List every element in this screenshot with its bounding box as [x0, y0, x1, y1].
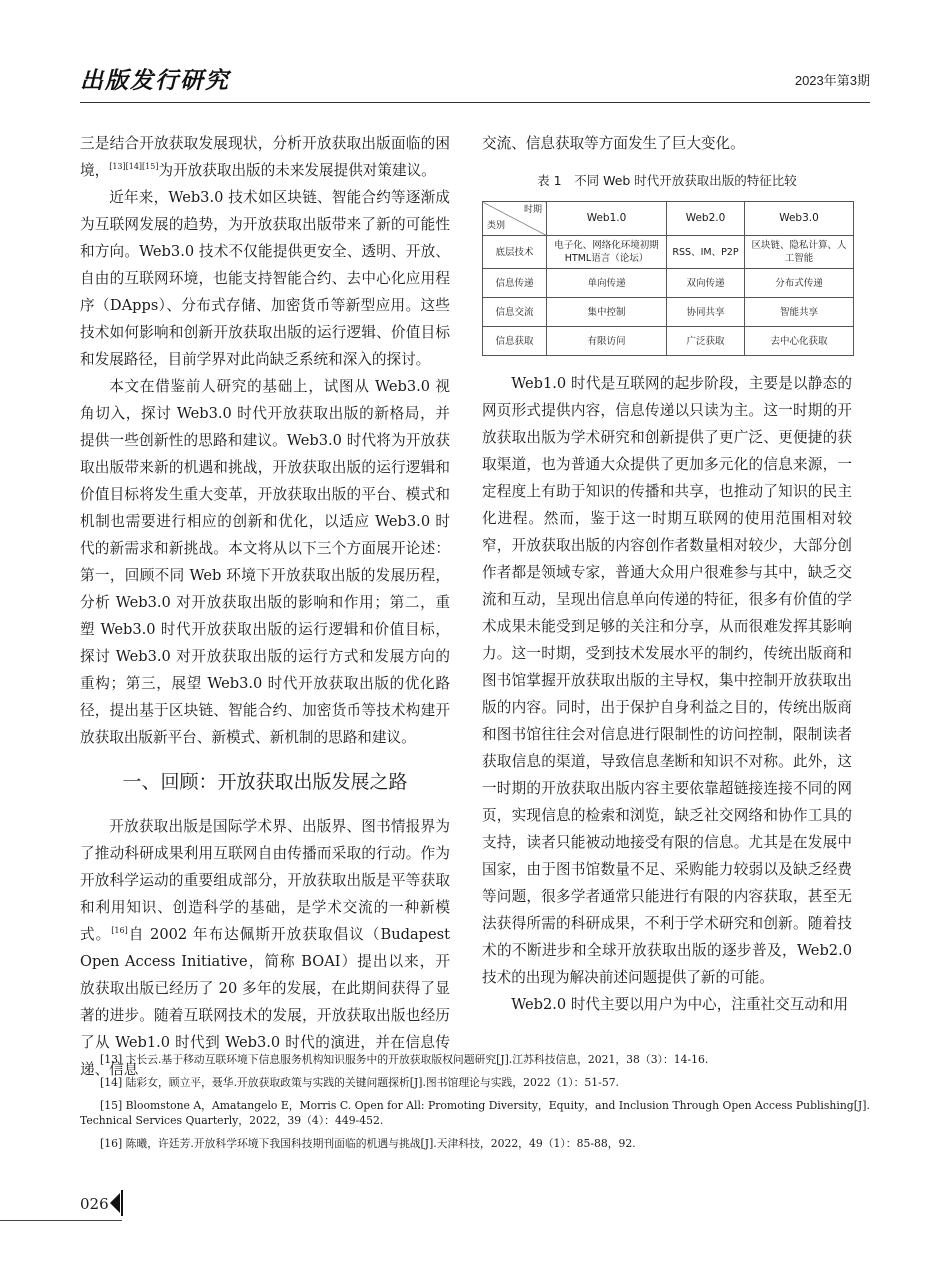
- header-divider: [80, 102, 870, 103]
- right-column: [482, 130, 852, 1018]
- paragraph: Web1.0 时代是互联网的起步阶段，主要是以静态的网页形式提供内容，信息传递以只读为主。这一时期的开放获取出版为学术研究和创新提供了更广泛、更便捷的获取渠道，也为普通大众提供了更加多元化的信息来源，一定程度上有助于知识的传播和共享，也推动了知识的民主化进程。然而，鉴于这一时期互联网的使用范围相对较窄，开放获取出版的内容创作者数量相对较少，大部分创作者都是领域专家，普通大众用户很难参与其中，缺乏交流和互动，呈现出信息单向传递的特征，很多有价值的学术成果未能受到足够的关注和分享，从而很难发挥其影响力。这一时期，受到技术发展水平的制约，传统出版商和图书馆掌握开放获取出版的主导权，集中控制开放获取出版的内容。同时，出于保护自身利益之目的，传统出版商和图书馆往往会对信息进行限制性的访问控制，限制读者获取信息的渠道，导致信息垄断和知识不对称。此外，这一时期的开放获取出版内容主要依靠超链接连接不同的网页，实现信息的检索和浏览，缺乏社交网络和协作工具的支持，读者只能被动地接受有限的信息。尤其是在发展中国家，由于图书馆数量不足、采购能力较弱以及缺乏经费等问题，很多学者通常只能进行有限的内容获取，甚至无法获得所需的科研成果，不利于学术研究和创新。随着技术的不断进步和全球开放获取出版的逐步普及，Web2.0 技术的出现为解决前述问题提供了新的可能。: [482, 375, 852, 986]
- paragraph: 本文在借鉴前人研究的基础上，试图从 Web3.0 视角切入，探讨 Web3.0 时代开放获取出版的新格局，并提供一些创新性的思路和建议。Web3.0 时代将为开放获取出版带来新的机遇和挑战，开放获取出版的运行逻辑和价值目标将发生重大变革，开放获取出版的平台、模式和机制也需要进行相应的创新和优化，以适应 Web3.0 时代的新需求和新挑战。本文将从以下三个方面展开论述：第一，回顾不同 Web 环境下开放获取出版的发展历程，分析 Web3.0 对开放获取出版的影响和作用；第二，重塑 Web3.0 时代开放获取出版的运行逻辑和价值目标，探讨 Web3.0 对开放获取出版的运行方式和发展方向的重构；第三，展望 Web3.0 时代开放获取出版的优化路径，提出基于区块链、智能合约、加密货币等技术构建开放获取出版新平台、新模式、新机制的思路和建议。: [80, 378, 450, 746]
- citation-ref[interactable]: [13][14][15]: [109, 162, 159, 172]
- page-marker-icon: [110, 1193, 120, 1213]
- row-label: 信息传递: [483, 269, 547, 298]
- page-number: 026: [80, 1195, 109, 1213]
- table-row: [483, 298, 854, 327]
- table-row: [483, 269, 854, 298]
- table-corner-cell: [483, 202, 547, 236]
- table-row: [483, 236, 854, 269]
- table-cell: 电子化、网络化环境初期 HTML语言（论坛）: [547, 236, 667, 269]
- paragraph: 三是结合开放获取发展现状，分析开放获取出版面临的困境，[13][14][15]为开放获取出版的未来发展提供对策建议。: [80, 135, 450, 179]
- table-cell: RSS、IM、P2P: [667, 236, 745, 269]
- table-cell: 单向传递: [547, 269, 667, 298]
- comparison-table: [482, 201, 854, 356]
- page-header: [80, 62, 870, 102]
- table-cell: 去中心化获取: [745, 327, 854, 356]
- table-caption: 表 1 不同 Web 时代开放获取出版的特征比较: [537, 173, 797, 188]
- row-label: 信息交流: [483, 298, 547, 327]
- footnote: [15] Bloomstone A，Amatangelo E，Morris C. Open for All: Promoting Diversity，Equity，and Inclusion Through Open Access Publishing[J]. Technical Services Quarterly，2022，39（4）：449-452.: [80, 1099, 870, 1127]
- citation-ref[interactable]: [16]: [111, 926, 128, 936]
- paragraph: 开放获取出版是国际学术界、出版界、图书情报界为了推动科研成果利用互联网自由传播而采取的行动。作为开放科学运动的重要组成部分，开放获取出版是平等获取和利用知识、创造科学的基础，是学术交流的一种新模式。[16]自 2002 年布达佩斯开放获取倡议（Budapest Open Access Initiative，简称 BOAI）提出以来，开放获取出版已经历了 20 多年的发展，在此期间获得了显著的进步。随着互联网技术的发展，开放获取出版也经历了从 Web1.0 时代到 Web3.0 时代的演进，并在信息传递、信息: [80, 818, 450, 1078]
- table-cell: 有限访问: [547, 327, 667, 356]
- table-cell: 协同共享: [667, 298, 745, 327]
- table-cell: 智能共享: [745, 298, 854, 327]
- footnote: [14] 陆彩女，顾立平，聂华.开放获取政策与实践的关键问题探析[J].图书馆理论与实践，2022（1）：51-57.: [100, 1076, 619, 1089]
- section-heading: 一、回顾：开放获取出版发展之路: [122, 771, 408, 793]
- issue-label: 2023年第3期: [794, 73, 870, 88]
- page-marker-bar: [121, 1190, 123, 1216]
- paragraph: 交流、信息获取等方面发生了巨大变化。: [482, 135, 745, 152]
- journal-name: 出版发行研究: [80, 67, 230, 94]
- left-column: [80, 130, 450, 1083]
- table-row: [483, 327, 854, 356]
- table-cell: 分布式传递: [745, 269, 854, 298]
- footnote: [16] 陈曦，许廷芳.开放科学环境下我国科技期刊面临的机遇与挑战[J].天津科技，2022，49（1）：85-88，92.: [100, 1137, 636, 1150]
- corner-label-category: 类别: [487, 221, 506, 231]
- column-header: Web3.0: [745, 202, 854, 236]
- footer-divider: [0, 1220, 122, 1221]
- table-cell: 双向传递: [667, 269, 745, 298]
- table-cell: 集中控制: [547, 298, 667, 327]
- row-label: 底层技术: [483, 236, 547, 269]
- table-cell: 广泛获取: [667, 327, 745, 356]
- row-label: 信息获取: [483, 327, 547, 356]
- column-header: Web1.0: [547, 202, 667, 236]
- column-header: Web2.0: [667, 202, 745, 236]
- paragraph: Web2.0 时代主要以用户为中心，注重社交互动和用: [511, 996, 849, 1013]
- paragraph: 近年来，Web3.0 技术如区块链、智能合约等逐渐成为互联网发展的趋势，为开放获取出版带来了新的可能性和方向。Web3.0 技术不仅能提供更安全、透明、开放、自由的互联网环境，也能支持智能合约、去中心化应用程序（DApps）、分布式存储、加密货币等新型应用。这些技术如何影响和创新开放获取出版的运行逻辑、价值目标和发展路径，目前学界对此尚缺乏系统和深入的探讨。: [80, 189, 450, 368]
- table-header-row: [483, 202, 854, 236]
- footnote: [13] 卞长云.基于移动互联环境下信息服务机构知识服务中的开放获取版权问题研究[J].江苏科技信息，2021，38（3）：14-16.: [100, 1053, 709, 1066]
- corner-label-period: 时期: [523, 205, 542, 215]
- footnotes: [80, 1052, 870, 1159]
- table-cell: 区块链、隐私计算、人工智能: [745, 236, 854, 269]
